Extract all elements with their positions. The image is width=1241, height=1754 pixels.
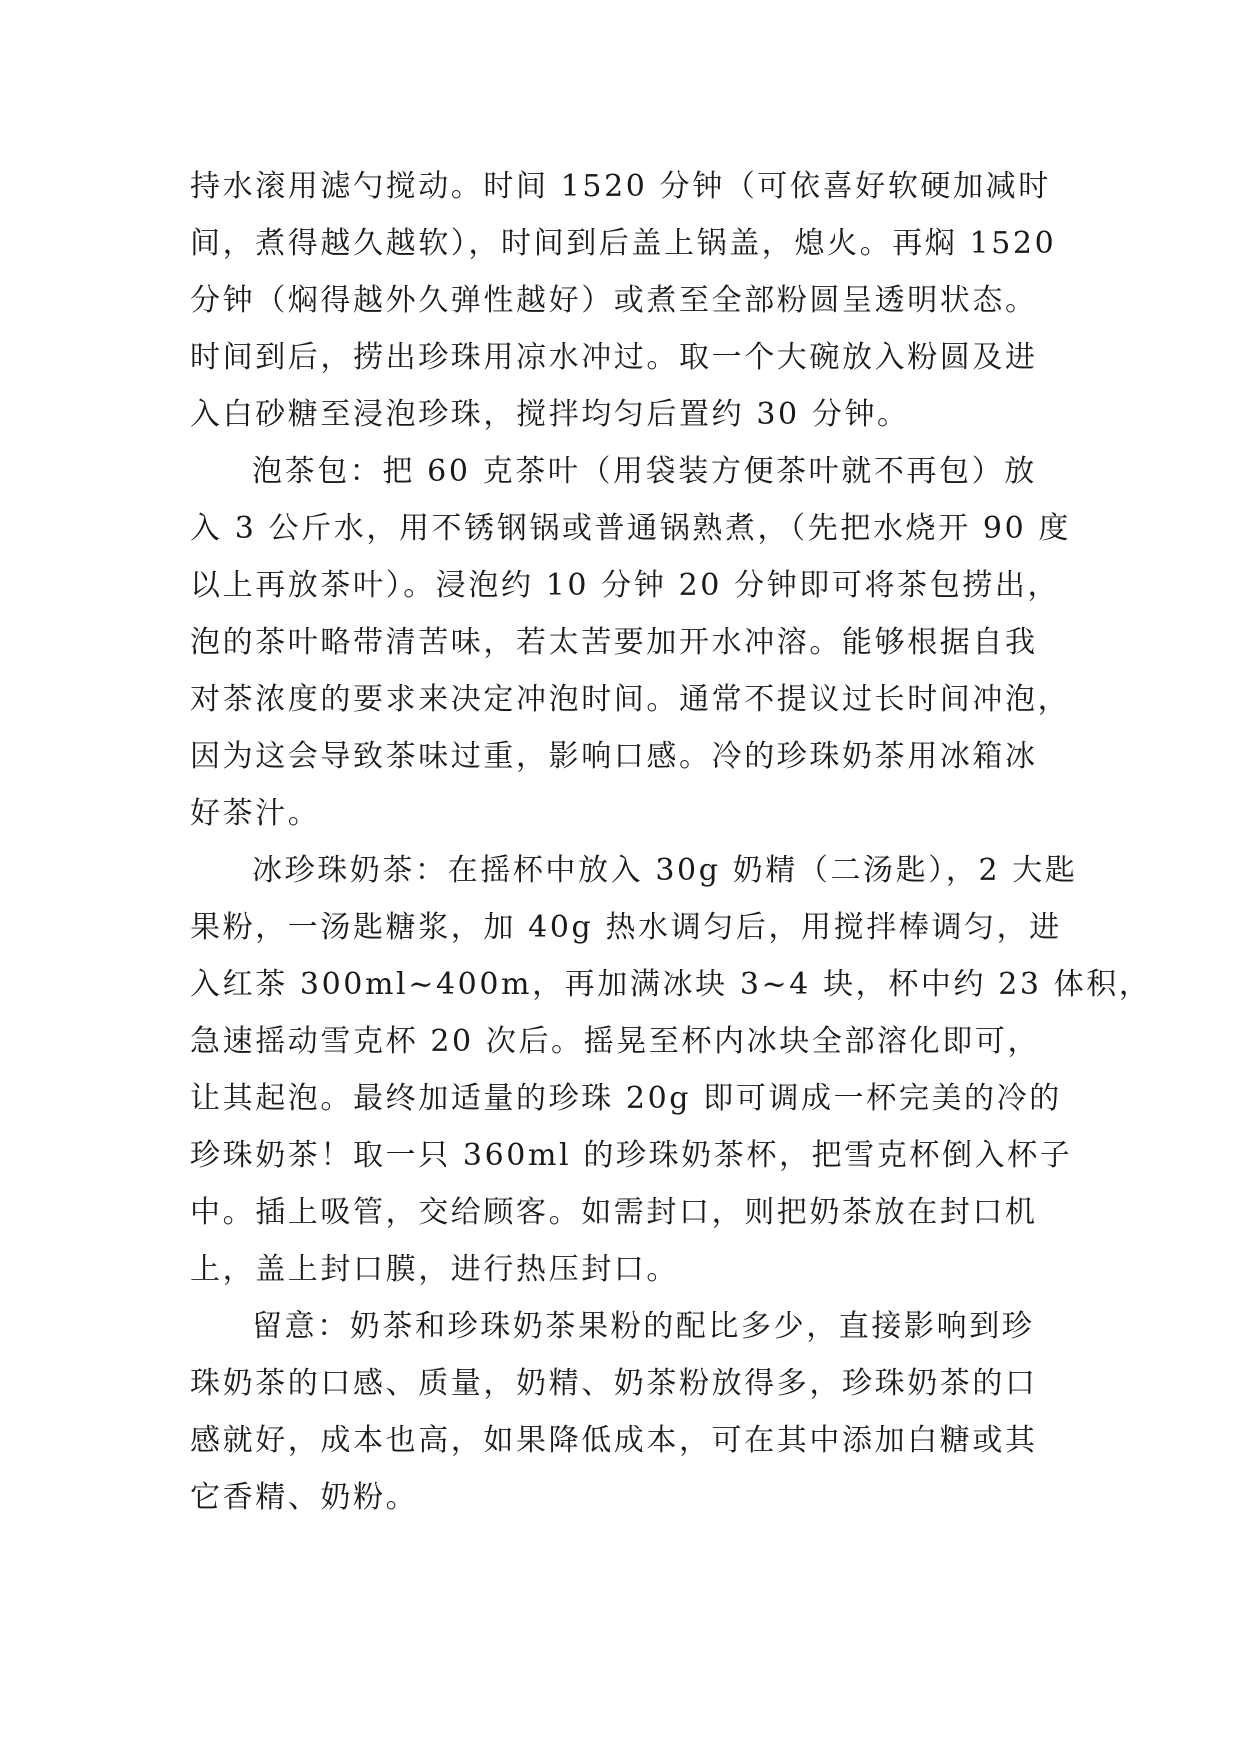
text-line: 上，盖上封口膜，进行热压封口。 (190, 1252, 679, 1287)
text-line: 留意：奶茶和珍珠奶茶果粉的配比多少，直接影响到珍 (252, 1309, 1035, 1344)
paragraph-iced-pearl-milk-tea (190, 842, 1152, 1298)
text-line: 泡的茶叶略带清苦味，若太苦要加开水冲溶。能够根据自我 (190, 625, 1038, 660)
text-line: 入 3 公斤水，用不锈钢锅或普通锅熟煮，（先把水烧开 90 度 (190, 511, 1072, 546)
text-line: 珠奶茶的口感、质量，奶精、奶茶粉放得多，珍珠奶茶的口 (190, 1366, 1038, 1401)
text-line: 冰珍珠奶茶：在摇杯中放入 30g 奶精（二汤匙），2 大匙 (252, 853, 1078, 888)
text-line: 入白砂糖至浸泡珍珠，搅拌均匀后置约 30 分钟。 (190, 397, 910, 432)
text-line: 持水滚用滤勺搅动。时间 1520 分钟（可依喜好软硬加减时 (190, 169, 1051, 204)
document-body (190, 158, 1152, 1526)
text-line: 泡茶包：把 60 克茶叶（用袋装方便茶叶就不再包）放 (252, 454, 1037, 489)
paragraph-note (190, 1298, 1070, 1526)
text-line: 入红茶 300ml~400m，再加满冰块 3~4 块，杯中约 23 体积， (190, 967, 1152, 1002)
text-line: 因为这会导致茶味过重，影响口感。冷的珍珠奶茶用冰箱冰 (190, 739, 1038, 774)
text-line: 对茶浓度的要求来决定冲泡时间。通常不提议过长时间冲泡， (190, 682, 1071, 717)
text-line: 分钟（焖得越外久弹性越好）或煮至全部粉圆呈透明状态。 (190, 283, 1038, 318)
text-line: 感就好，成本也高，如果降低成本，可在其中添加白糖或其 (190, 1423, 1038, 1458)
text-line: 它香精、奶粉。 (190, 1480, 419, 1515)
text-line: 珍珠奶茶！取一只 360ml 的珍珠奶茶杯，把雪克杯倒入杯子 (190, 1138, 1073, 1173)
text-line: 以上再放茶叶）。浸泡约 10 分钟 20 分钟即可将茶包捞出， (190, 568, 1061, 603)
paragraph-pearl-cooking (190, 158, 1070, 443)
text-line: 时间到后，捞出珍珠用凉水冲过。取一个大碗放入粉圆及进 (190, 340, 1038, 375)
text-line: 果粉，一汤匙糖浆，加 40g 热水调匀后，用搅拌棒调匀，进 (190, 910, 1062, 945)
text-line: 让其起泡。最终加适量的珍珠 20g 即可调成一杯完美的冷的 (190, 1081, 1062, 1116)
text-line: 好茶汁。 (190, 796, 321, 831)
paragraph-tea-bag (190, 443, 1070, 842)
text-line: 间，煮得越久越软），时间到后盖上锅盖，熄火。再焖 1520 (190, 226, 1057, 261)
text-line: 中。插上吸管，交给顾客。如需封口，则把奶茶放在封口机 (190, 1195, 1038, 1230)
text-line: 急速摇动雪克杯 20 次后。摇晃至杯内冰块全部溶化即可， (190, 1024, 1041, 1059)
